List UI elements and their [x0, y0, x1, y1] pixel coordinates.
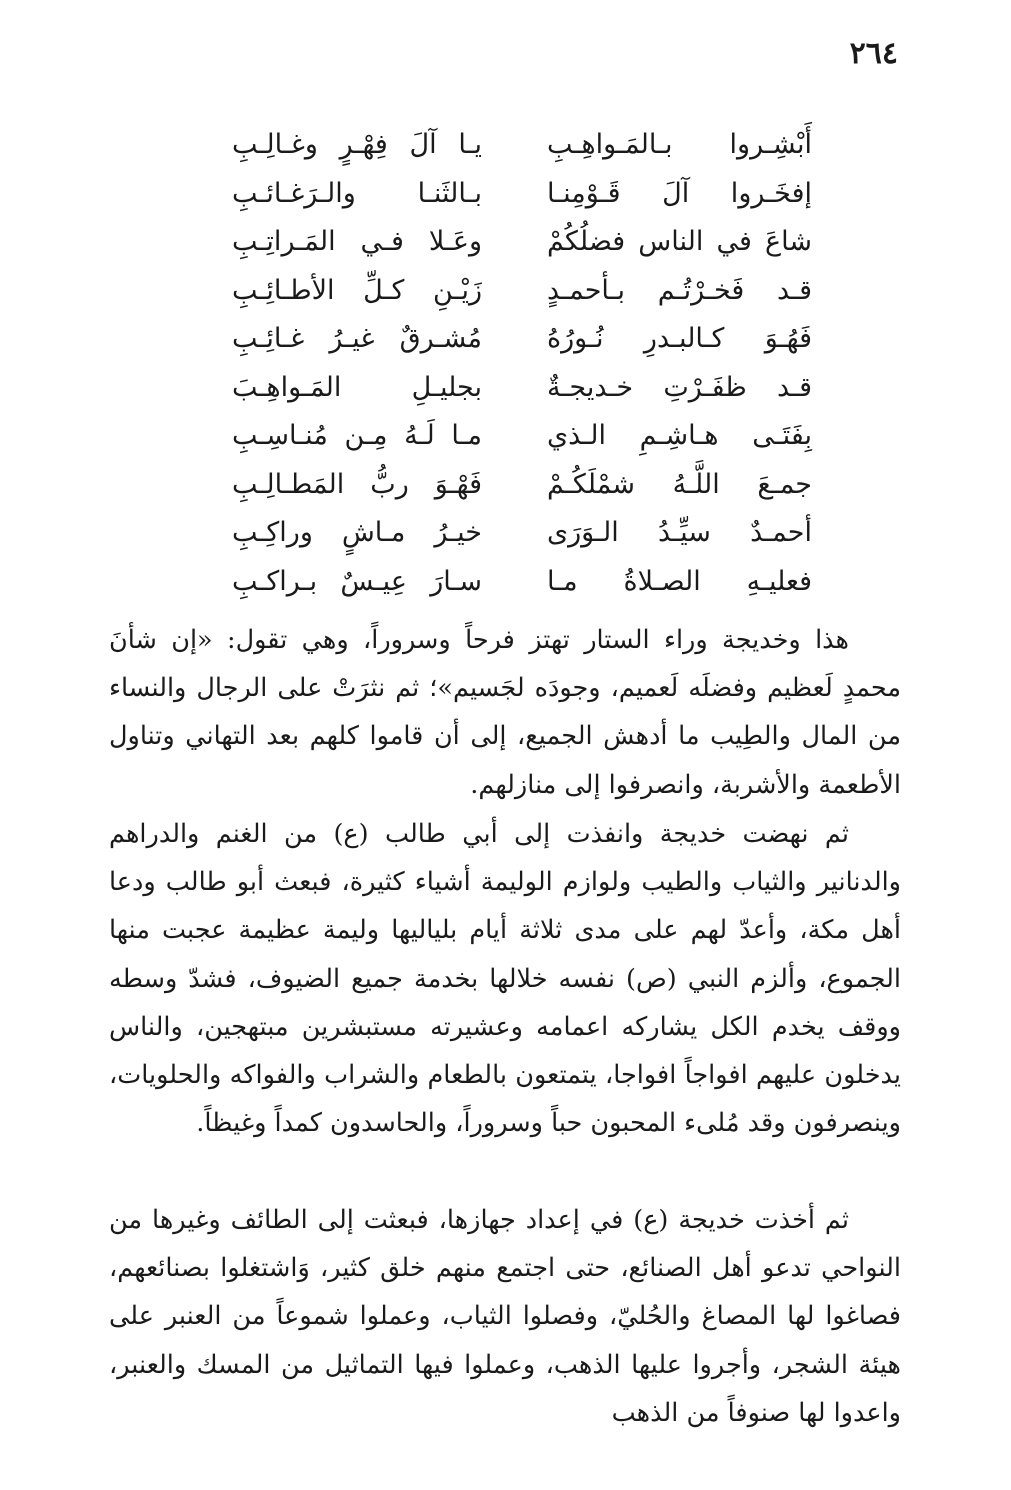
poem-verse [232, 222, 812, 271]
poem-verse [232, 368, 812, 417]
verse-second-hemistich: سـارَ عِيـسٌ بـراكـبِ [232, 565, 482, 597]
poem-verse [232, 465, 812, 514]
body-paragraph: هذا وخديجة وراء الستار تهتز فرحاً وسروراً، وهي تقول: «إن شأنَ محمدٍ لَعظيم وفضلَه لَعميم، وجودَه لجَسيم»؛ ثم نثرَتْ على الرجال والنساء من المال والطِيب ما أدهش الجميع، إلى أن قاموا كلهم بعد التهاني وتناول الأطعمة والأشربة، وانصرفوا إلى منازلهم. [109, 625, 901, 800]
verse-first-hemistich: أحمـدٌ سيِّـدُ الـوَرَى [547, 517, 812, 548]
poem-verse [232, 513, 812, 562]
page-number: ٢٦٤ [849, 36, 898, 71]
poem-verse [232, 174, 812, 223]
verse-second-hemistich: بجليـلِ المَـواهِـبَ [232, 371, 482, 403]
verse-second-hemistich: فَهْـوَ ربُّ المَطـالِـبِ [232, 468, 482, 500]
poem-verse [232, 125, 812, 174]
verse-first-hemistich: أَبْشِـروا بـالمَـواهِـبِ [547, 129, 812, 160]
verse-first-hemistich: قـد فَخـرْتُـم بـأحمـدٍ [547, 274, 812, 306]
verse-first-hemistich: بِفَتَـى هـاشِـمِ الـذي [547, 420, 812, 451]
poem-verse [232, 271, 812, 320]
poem-verse [232, 416, 812, 465]
verse-second-hemistich: مُشـرقٌ غيـرُ غـائِـبِ [232, 323, 482, 354]
verse-first-hemistich: فعليـهِ الصـلاةُ مـا [547, 565, 812, 597]
verse-second-hemistich: مـا لَـهُ مِـن مُنـاسِـبِ [232, 420, 482, 451]
verse-second-hemistich: خيـرُ مـاشٍ وراكِـبِ [232, 517, 482, 548]
verse-first-hemistich: قـد ظفَـرْتِ خـديجـةٌ [547, 371, 812, 403]
body-paragraph: ثم أخذت خديجة (ع) في إعداد جهازها، فبعثت إلى الطائف وغيرها من النواحي تدعو أهل الصنائع، حتى اجتمع منهم خلق كثير، وَاشتغلوا بصنائعهم، فصاغوا لها المصاغ والحُليّ، وفصلوا الثياب، وعملوا شموعاً من العنبر على هيئة الشجر، وأجروا عليها الذهب، وعملوا فيها التماثيل من المسك والعنبر، واعدوا لها صنوفاً من الذهب [109, 1205, 901, 1428]
verse-second-hemistich: يـا آلَ فِهْـرٍ وغـالِـبِ [232, 129, 482, 160]
verse-first-hemistich: إفخَـروا آلَ قَـوْمِنـا [547, 177, 812, 209]
poem-verse [232, 562, 812, 611]
verse-second-hemistich: وعَـلا فـي المَـراتِـبِ [232, 226, 482, 257]
body-paragraph: ثم نهضت خديجة وانفذت إلى أبي طالب (ع) من الغنم والدراهم والدنانير والثياب والطيب ولوازم الوليمة أشياء كثيرة، فبعث أبو طالب ودعا أهل مكة، وأعدّ لهم على مدى ثلاثة أيام بلياليها وليمة عظيمة عجبت منها الجموع، وألزم النبي (ص) نفسه خلالها بخدمة جميع الضيوف، فشدّ وسطه ووقف يخدم الكل يشاركه اعمامه وعشيرته مستبشرين مبتهجين، والناس يدخلون عليهم افواجاً افواجا، يتمتعون بالطعام والشراب والفواكه والحلويات، وينصرفون وقد مُلىء المحبون حباً وسروراً، والحاسدون كمداً وغيظاً. [109, 819, 901, 1139]
verse-second-hemistich: بـالثَنـا والـرَغـائـبِ [232, 177, 482, 209]
verse-first-hemistich: شاعَ في الناس فضلُكُمْ [547, 226, 812, 257]
poem-verse [232, 319, 812, 368]
verse-first-hemistich: فَهُـوَ كـالبـدرِ نُـورُهُ [547, 323, 812, 354]
verse-second-hemistich: زَيْـنِ كـلِّ الأطـائِـبِ [232, 274, 482, 306]
verse-first-hemistich: جمـعَ اللَّـهُ شمْلَكُـمْ [547, 468, 812, 500]
poem [232, 125, 812, 610]
